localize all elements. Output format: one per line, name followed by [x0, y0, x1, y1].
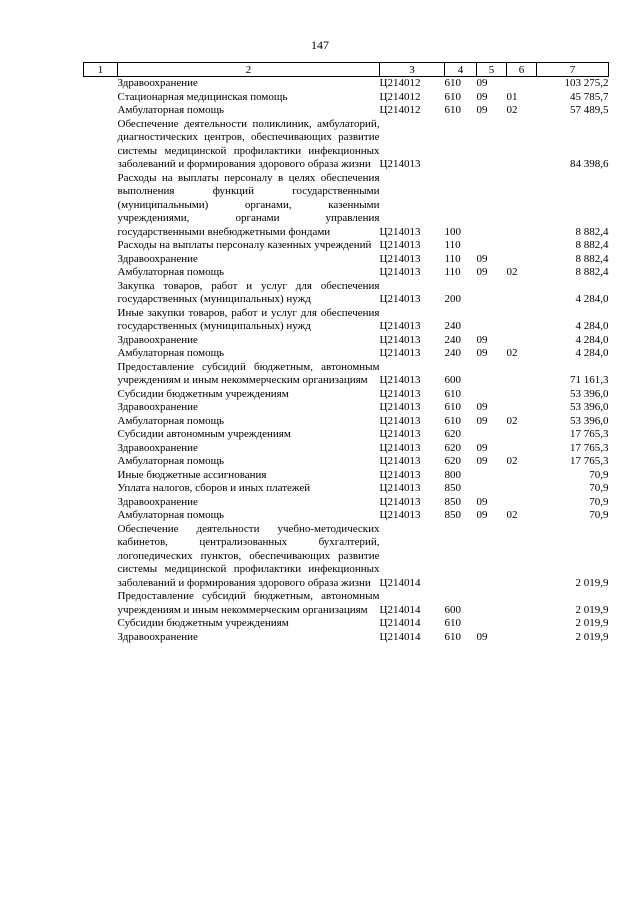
row-name: Амбулаторная помощь: [117, 509, 225, 521]
table-row: [84, 104, 609, 118]
row-index-cell: [84, 253, 118, 267]
page-number: 147: [311, 38, 329, 52]
row-subsection: 02: [506, 509, 518, 521]
table-row: [84, 361, 609, 388]
table-row: [84, 388, 609, 402]
row-index-cell: [84, 388, 118, 402]
row-target-code: Ц214013: [379, 387, 421, 400]
row-amount: 4 284,0: [575, 293, 609, 305]
row-subsection: 02: [506, 104, 518, 116]
row-section: 09: [476, 509, 488, 521]
row-expense-type: 100: [444, 225, 461, 238]
row-target-code: Ц214013: [379, 347, 421, 359]
row-amount: 4 284,0: [575, 320, 609, 332]
row-section: 09: [476, 630, 488, 643]
row-amount: 4 284,0: [575, 347, 609, 359]
table-row: [84, 469, 609, 483]
row-section: 09: [476, 333, 488, 346]
row-index-cell: [84, 347, 118, 361]
row-name: Субсидии бюджетным учреждениям: [117, 387, 289, 400]
table-row: [84, 442, 609, 456]
row-target-code: Ц214013: [379, 252, 421, 265]
row-name: Иные закупки товаров, работ и услуг для обеспечения государственных (муниципальных) нужд: [117, 306, 380, 332]
row-subsection: [507, 469, 537, 483]
row-section: [477, 469, 507, 483]
row-subsection: [507, 253, 537, 267]
table-row: [84, 253, 609, 267]
row-amount: 4 284,0: [575, 333, 609, 346]
row-amount: 2 019,9: [575, 603, 609, 616]
row-subsection: [507, 172, 537, 240]
row-section: 09: [476, 455, 488, 467]
column-header: 5: [477, 63, 507, 77]
row-amount: 2 019,9: [575, 576, 609, 589]
row-name: Иные бюджетные ассигнования: [117, 468, 267, 481]
row-subsection: [507, 617, 537, 631]
row-name: Стационарная медицинская помощь: [117, 90, 288, 103]
row-name: Закупка товаров, работ и услуг для обеспечения государственных (муниципальных) нужд: [117, 279, 380, 305]
table-row: [84, 523, 609, 591]
row-index-cell: [84, 91, 118, 105]
row-expense-type: 600: [444, 374, 461, 386]
row-name: Предоставление субсидий бюджетным, автономным учреждениям и иным некоммерческим организациям: [117, 360, 380, 386]
row-index-cell: [84, 523, 118, 591]
column-header: 4: [445, 63, 477, 77]
row-section: [477, 118, 507, 172]
table-row: [84, 496, 609, 510]
row-amount: 53 396,0: [570, 387, 609, 400]
row-target-code: Ц214013: [379, 158, 421, 170]
row-name: Обеспечение деятельности учебно-методических кабинетов, централизованных бухгалтерий, логопедических пунктов, обеспечивающих развитие системы медицинской профилактики инфекционных заболеваний и формирования здорового образа жизни: [117, 522, 380, 589]
row-index-cell: [84, 617, 118, 631]
row-section: 09: [476, 104, 488, 116]
row-amount: 70,9: [589, 495, 609, 508]
row-expense-type: 850: [444, 495, 461, 508]
row-amount: 17 765,3: [570, 441, 609, 454]
row-subsection: 02: [506, 347, 518, 359]
table-row: [84, 334, 609, 348]
row-section: 09: [476, 347, 488, 359]
row-name: Амбулаторная помощь: [117, 414, 225, 427]
row-amount: 53 396,0: [570, 414, 609, 427]
table-row: [84, 455, 609, 469]
row-expense-type: 240: [444, 320, 461, 332]
row-target-code: Ц214012: [379, 77, 421, 89]
row-subsection: [507, 307, 537, 334]
row-subsection: 01: [506, 90, 518, 103]
row-name: Амбулаторная помощь: [117, 104, 225, 116]
row-name: Здравоохранение: [117, 630, 198, 643]
row-section: [477, 239, 507, 253]
row-section: [477, 428, 507, 442]
row-target-code: Ц214013: [379, 468, 421, 481]
row-expense-type: [445, 118, 477, 172]
row-subsection: [507, 361, 537, 388]
row-section: [477, 617, 507, 631]
row-amount: 8 882,4: [575, 252, 609, 265]
row-subsection: [507, 442, 537, 456]
row-expense-type: 620: [444, 428, 461, 440]
budget-table: [83, 62, 609, 644]
row-amount: 2 019,9: [575, 630, 609, 643]
row-target-code: Ц214013: [379, 320, 421, 332]
row-target-code: Ц214013: [379, 293, 421, 305]
row-section: 09: [476, 266, 488, 278]
row-subsection: [507, 77, 537, 91]
row-name: Здравоохранение: [117, 401, 198, 413]
row-amount: 70,9: [589, 482, 609, 494]
row-target-code: Ц214013: [379, 401, 421, 413]
row-subsection: [507, 334, 537, 348]
row-index-cell: [84, 239, 118, 253]
row-name: Предоставление субсидий бюджетным, автономным учреждениям и иным некоммерческим организациям: [117, 590, 380, 616]
row-name: Амбулаторная помощь: [117, 455, 225, 467]
row-amount: 53 396,0: [570, 401, 609, 413]
row-amount: 8 882,4: [575, 239, 609, 251]
row-index-cell: [84, 442, 118, 456]
row-expense-type: 240: [444, 333, 461, 346]
row-target-code: Ц214013: [379, 495, 421, 508]
row-target-code: Ц214013: [379, 428, 421, 440]
table-row: [84, 590, 609, 617]
row-expense-type: 610: [444, 77, 461, 89]
table-row: [84, 77, 609, 91]
row-section: [477, 172, 507, 240]
row-amount: 45 785,7: [570, 90, 609, 103]
row-section: [477, 388, 507, 402]
column-header: 7: [537, 63, 609, 77]
row-expense-type: 800: [444, 468, 461, 481]
row-expense-type: 110: [444, 266, 461, 278]
row-section: [477, 307, 507, 334]
column-header: 2: [118, 63, 380, 77]
row-target-code: Ц214013: [379, 455, 421, 467]
row-name: Амбулаторная помощь: [117, 266, 225, 278]
row-name: Амбулаторная помощь: [117, 347, 225, 359]
row-subsection: [507, 523, 537, 591]
row-expense-type: 610: [444, 414, 461, 427]
row-expense-type: 200: [444, 293, 461, 305]
row-target-code: Ц214013: [379, 374, 421, 386]
row-index-cell: [84, 77, 118, 91]
table-row: [84, 631, 609, 645]
row-section: 09: [476, 414, 488, 427]
row-index-cell: [84, 104, 118, 118]
table-row: [84, 239, 609, 253]
column-header: 6: [507, 63, 537, 77]
row-subsection: [507, 239, 537, 253]
row-target-code: Ц214013: [379, 482, 421, 494]
row-expense-type: 240: [444, 347, 461, 359]
row-amount: 70,9: [589, 509, 609, 521]
row-expense-type: 610: [444, 90, 461, 103]
table-row: [84, 91, 609, 105]
row-target-code: Ц214013: [379, 414, 421, 427]
row-section: 09: [476, 90, 488, 103]
table-row: [84, 172, 609, 240]
row-index-cell: [84, 361, 118, 388]
row-subsection: [507, 496, 537, 510]
table-row: [84, 266, 609, 280]
row-subsection: [507, 428, 537, 442]
table-row: [84, 401, 609, 415]
row-index-cell: [84, 334, 118, 348]
row-subsection: [507, 401, 537, 415]
row-amount: 71 161,3: [570, 374, 609, 386]
row-name: Здравоохранение: [117, 333, 198, 346]
row-expense-type: 850: [444, 509, 461, 521]
row-section: [477, 361, 507, 388]
row-name: Здравоохранение: [117, 77, 198, 89]
row-amount: 17 765,3: [570, 428, 609, 440]
row-subsection: 02: [506, 414, 518, 427]
row-name: Расходы на выплаты персоналу в целях обеспечения выполнения функций государственными (муниципальными) органами, казенными учреждениями, органами управления государственными внебюджетными фондами: [117, 171, 380, 238]
column-header: 1: [84, 63, 118, 77]
row-index-cell: [84, 118, 118, 172]
table-row: [84, 482, 609, 496]
row-subsection: 02: [506, 455, 518, 467]
row-name: Здравоохранение: [117, 252, 198, 265]
row-index-cell: [84, 590, 118, 617]
row-target-code: Ц214012: [379, 90, 421, 103]
row-name: Субсидии автономным учреждениям: [117, 428, 291, 440]
row-expense-type: 110: [444, 239, 461, 251]
table-row: [84, 118, 609, 172]
row-subsection: [507, 631, 537, 645]
row-section: 09: [476, 252, 488, 265]
row-index-cell: [84, 455, 118, 469]
row-index-cell: [84, 401, 118, 415]
row-expense-type: 850: [444, 482, 461, 494]
row-index-cell: [84, 496, 118, 510]
row-name: Обеспечение деятельности поликлиник, амбулаторий, диагностических центров, обеспечивающих развитие системы медицинской профилактики инфекционных заболеваний и формирования здорового образа жизни: [117, 117, 380, 170]
row-index-cell: [84, 172, 118, 240]
row-index-cell: [84, 482, 118, 496]
row-target-code: Ц214012: [379, 104, 421, 116]
row-section: [477, 280, 507, 307]
table-row: [84, 428, 609, 442]
row-section: [477, 590, 507, 617]
row-expense-type: 600: [444, 603, 461, 616]
row-name: Расходы на выплаты персоналу казенных учреждений: [117, 239, 372, 251]
row-expense-type: 620: [444, 455, 461, 467]
table-row: [84, 617, 609, 631]
row-expense-type: 610: [444, 617, 461, 629]
row-section: [477, 523, 507, 591]
row-expense-type: 610: [444, 387, 461, 400]
row-target-code: Ц214013: [379, 239, 421, 251]
table-row: [84, 347, 609, 361]
row-expense-type: [445, 523, 477, 591]
row-target-code: Ц214013: [379, 441, 421, 454]
row-amount: 8 882,4: [575, 225, 609, 238]
row-section: 09: [476, 77, 488, 89]
row-section: 09: [476, 441, 488, 454]
row-amount: 2 019,9: [575, 617, 609, 629]
table-header-row: [84, 63, 609, 77]
row-expense-type: 110: [444, 252, 461, 265]
row-index-cell: [84, 280, 118, 307]
row-index-cell: [84, 307, 118, 334]
table-row: [84, 280, 609, 307]
row-amount: 8 882,4: [575, 266, 609, 278]
row-section: 09: [476, 401, 488, 413]
row-expense-type: 610: [444, 401, 461, 413]
row-section: 09: [476, 495, 488, 508]
row-index-cell: [84, 415, 118, 429]
row-name: Здравоохранение: [117, 495, 198, 508]
row-index-cell: [84, 266, 118, 280]
table-row: [84, 307, 609, 334]
row-name: Уплата налогов, сборов и иных платежей: [117, 482, 311, 494]
row-section: [477, 482, 507, 496]
row-subsection: [507, 280, 537, 307]
row-target-code: Ц214014: [379, 576, 421, 589]
row-index-cell: [84, 509, 118, 523]
row-subsection: [507, 118, 537, 172]
table-row: [84, 415, 609, 429]
row-target-code: Ц214013: [379, 266, 421, 278]
row-name: Субсидии бюджетным учреждениям: [117, 617, 289, 629]
row-index-cell: [84, 428, 118, 442]
row-amount: 70,9: [589, 468, 609, 481]
row-target-code: Ц214013: [379, 225, 421, 238]
row-subsection: [507, 590, 537, 617]
row-index-cell: [84, 631, 118, 645]
table-row: [84, 509, 609, 523]
row-amount: 17 765,3: [570, 455, 609, 467]
row-name: Здравоохранение: [117, 441, 198, 454]
row-target-code: Ц214014: [379, 617, 421, 629]
row-target-code: Ц214013: [379, 509, 421, 521]
row-amount: 57 489,5: [570, 104, 609, 116]
row-expense-type: 610: [444, 630, 461, 643]
row-index-cell: [84, 469, 118, 483]
row-expense-type: 620: [444, 441, 461, 454]
row-subsection: 02: [506, 266, 518, 278]
row-target-code: Ц214013: [379, 333, 421, 346]
row-subsection: [507, 388, 537, 402]
row-expense-type: 610: [444, 104, 461, 116]
row-amount: 84 398,6: [570, 158, 609, 170]
row-target-code: Ц214014: [379, 630, 421, 643]
row-target-code: Ц214014: [379, 603, 421, 616]
row-subsection: [507, 482, 537, 496]
column-header: 3: [380, 63, 445, 77]
row-amount: 103 275,2: [564, 77, 609, 89]
